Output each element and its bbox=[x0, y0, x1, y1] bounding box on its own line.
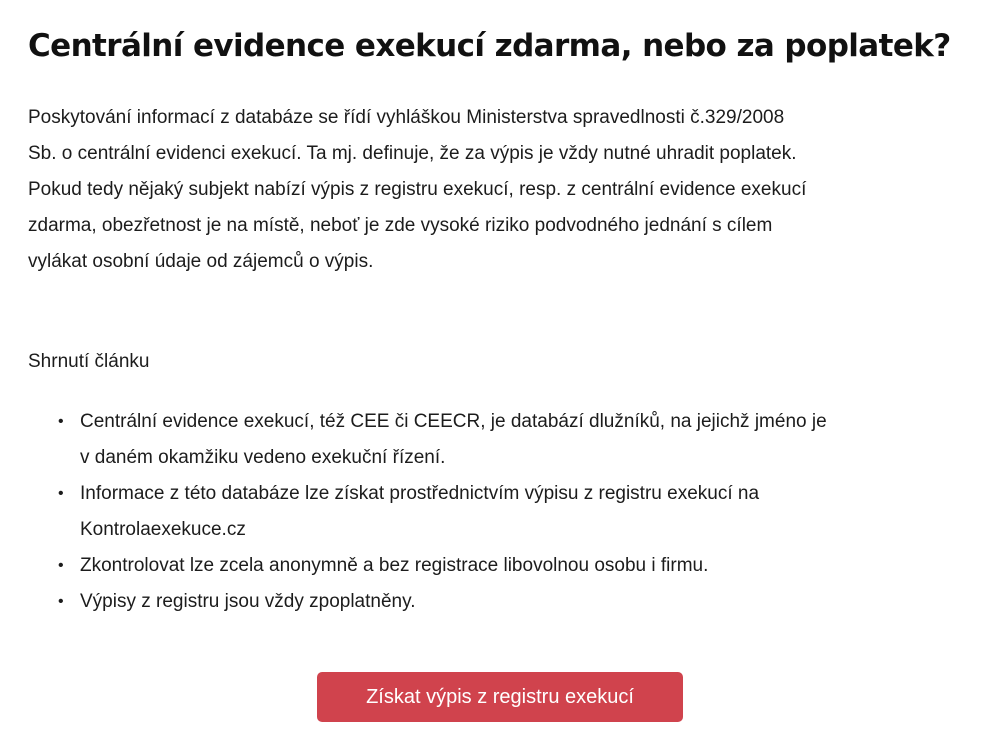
bullet-icon: • bbox=[58, 593, 64, 610]
list-item-line: Kontrolaexekuce.cz bbox=[80, 519, 246, 540]
intro-line: Poskytování informací z databáze se řídí vyhláškou Ministerstva spravedlnosti č.329/2008 bbox=[28, 107, 785, 128]
list-item bbox=[58, 584, 972, 620]
bullet-icon: • bbox=[58, 485, 64, 502]
list-item-line: Informace z této databáze lze získat prostřednictvím výpisu z registru exekucí na bbox=[80, 483, 760, 504]
cta-container bbox=[0, 672, 1000, 722]
list-item-line: Zkontrolovat lze zcela anonymně a bez registrace libovolnou osobu i firmu. bbox=[80, 555, 709, 576]
list-item bbox=[58, 404, 972, 476]
intro-line: vylákat osobní údaje od zájemců o výpis. bbox=[28, 251, 374, 272]
intro-line: Pokud tedy nějaký subjekt nabízí výpis z registru exekucí, resp. z centrální evidence exekucí bbox=[28, 179, 807, 200]
summary-heading: Shrnutí článku bbox=[28, 351, 150, 372]
get-registry-extract-button[interactable]: Získat výpis z registru exekucí bbox=[317, 672, 683, 722]
intro-line: zdarma, obezřetnost je na místě, neboť je zde vysoké riziko podvodného jednání s cílem bbox=[28, 215, 773, 236]
list-item bbox=[58, 548, 972, 584]
list-item-line: Centrální evidence exekucí, též CEE či CEECR, je databází dlužníků, na jejichž jméno je bbox=[80, 411, 827, 432]
list-item-line: v daném okamžiku vedeno exekuční řízení. bbox=[80, 447, 446, 468]
summary-list bbox=[28, 404, 972, 620]
list-item bbox=[58, 476, 972, 548]
bullet-icon: • bbox=[58, 413, 64, 430]
intro-paragraph bbox=[28, 100, 972, 280]
article bbox=[28, 0, 972, 620]
article-title: Centrální evidence exekucí zdarma, nebo za poplatek? bbox=[28, 28, 951, 64]
list-item-line: Výpisy z registru jsou vždy zpoplatněny. bbox=[80, 591, 416, 612]
intro-line: Sb. o centrální evidenci exekucí. Ta mj. definuje, že za výpis je vždy nutné uhradit poplatek. bbox=[28, 143, 797, 164]
bullet-icon: • bbox=[58, 557, 64, 574]
